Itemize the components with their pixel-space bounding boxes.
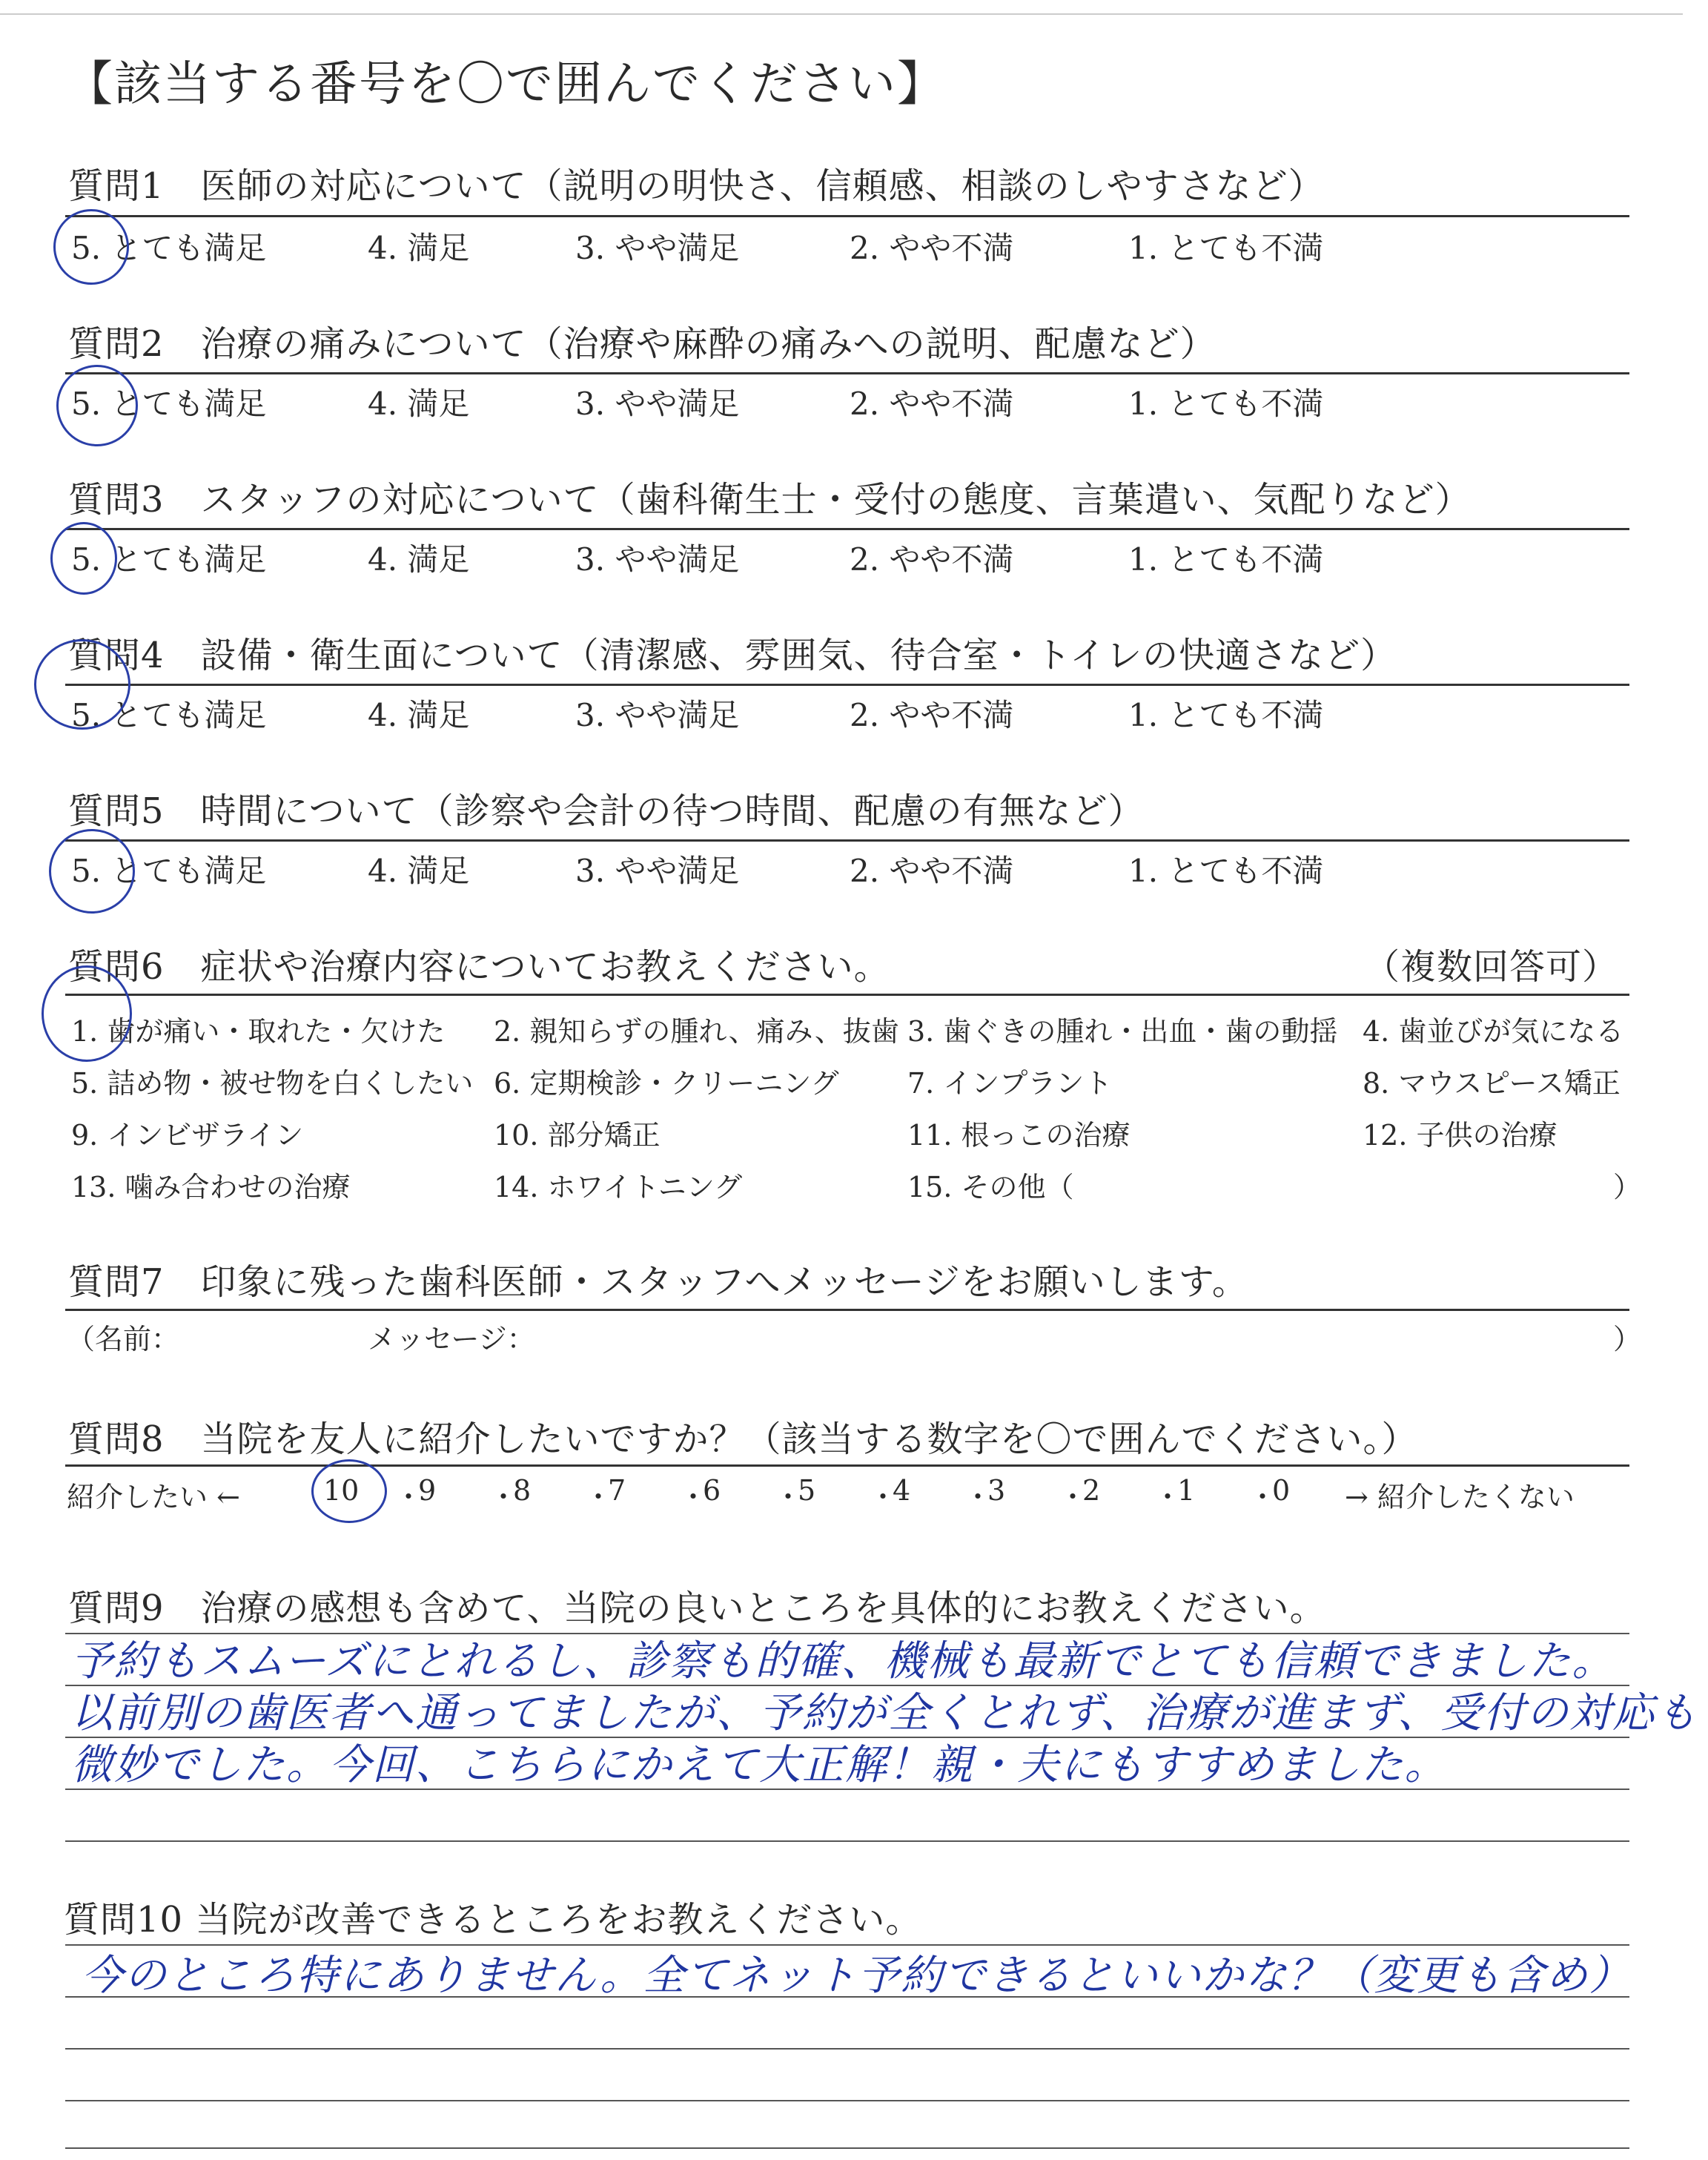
q5-opt-5[interactable]: 5. とても満足: [71, 853, 267, 889]
q1-opt-2[interactable]: 2. やや不満: [850, 230, 1014, 266]
q1-title: 質問1 医師の対応について（説明の明快さ、信頼感、相談のしやすさなど）: [68, 165, 1325, 207]
q2-rule: [65, 372, 1629, 374]
q6-choice-5[interactable]: 5. 詰め物・被せ物を白くしたい: [71, 1067, 474, 1100]
q6-other-close: ）: [1613, 1171, 1642, 1203]
q8-scale-10[interactable]: 10: [323, 1474, 360, 1507]
q7-name-label: （名前：: [67, 1323, 180, 1355]
q8-left-label: 紹介したい ←: [67, 1481, 240, 1513]
q6-choice-1[interactable]: 1. 歯が痛い・取れた・欠けた: [71, 1015, 446, 1048]
q5-opt-2[interactable]: 2. やや不満: [850, 853, 1014, 889]
q7-message-label: メッセージ：: [368, 1323, 535, 1355]
q2-opt-2[interactable]: 2. やや不満: [850, 386, 1014, 422]
q3-opt-5[interactable]: 5. とても満足: [71, 541, 267, 578]
q5-opt-1[interactable]: 1. とても不満: [1128, 853, 1324, 889]
q8-title: 質問8 当院を友人に紹介したいですか？（該当する数字を〇で囲んでください。）: [68, 1418, 1418, 1460]
q10-title: 質問10 当院が改善できるところをお教えください。: [64, 1899, 922, 1941]
q1-opt-3[interactable]: 3. やや満足: [575, 230, 740, 266]
q8-scale-dot: ・: [679, 1481, 708, 1513]
q5-title: 質問5 時間について（診察や会計の待つ時間、配慮の有無など）: [68, 790, 1145, 832]
q2-title: 質問2 治療の痛みについて（治療や麻酔の痛みへの説明、配慮など）: [68, 323, 1217, 365]
q6-choice-4[interactable]: 4. 歯並びが気になる: [1363, 1015, 1624, 1048]
q6-choice-9[interactable]: 9. インビザライン: [71, 1119, 304, 1152]
q8-scale-dot: ・: [774, 1481, 803, 1513]
q7-rule: [65, 1309, 1629, 1311]
q9-line-4: [65, 1840, 1629, 1842]
q3-opt-1[interactable]: 1. とても不満: [1128, 541, 1324, 578]
q1-opt-1[interactable]: 1. とても不満: [1128, 230, 1324, 266]
q6-choice-12[interactable]: 12. 子供の治療: [1363, 1119, 1558, 1152]
q2-opt-3[interactable]: 3. やや満足: [575, 386, 740, 422]
q8-scale-dot: ・: [1248, 1481, 1277, 1513]
q8-scale-dot: ・: [394, 1481, 423, 1513]
q2-opt-4[interactable]: 4. 満足: [368, 386, 470, 422]
q8-scale-2[interactable]: 2: [1082, 1474, 1101, 1507]
q8-scale-8[interactable]: 8: [513, 1474, 532, 1507]
q3-rule: [65, 528, 1629, 530]
q9-answer-line-1: 予約もスムーズにとれるし、診察も的確、機械も最新でとても信頼できました。: [71, 1637, 1615, 1685]
q3-title: 質問3 スタッフの対応について（歯科衛生士・受付の態度、言葉遣い、気配りなど）: [68, 479, 1472, 521]
q4-title: 質問4 設備・衛生面について（清潔感、雰囲気、待合室・トイレの快適さなど）: [68, 635, 1397, 676]
q3-opt-3[interactable]: 3. やや満足: [575, 541, 740, 578]
form-header: 【該当する番号を〇で囲んでください】: [65, 57, 946, 112]
q9-title: 質問9 治療の感想も含めて、当院の良いところを具体的にお教えください。: [68, 1588, 1326, 1629]
q4-opt-4[interactable]: 4. 満足: [368, 697, 470, 733]
q6-choice-6[interactable]: 6. 定期検診・クリーニング: [494, 1067, 839, 1100]
q6-choice-13[interactable]: 13. 噛み合わせの治療: [71, 1171, 351, 1203]
q2-selection-circle: [56, 365, 138, 446]
q4-rule: [65, 684, 1629, 686]
q4-opt-3[interactable]: 3. やや満足: [575, 697, 740, 733]
q1-opt-4[interactable]: 4. 満足: [368, 230, 470, 266]
q8-selection-circle: [311, 1459, 387, 1523]
q8-scale-3[interactable]: 3: [987, 1474, 1006, 1507]
q5-opt-4[interactable]: 4. 満足: [368, 853, 470, 889]
q10-line-2: [65, 2048, 1629, 2050]
q8-scale-1[interactable]: 1: [1177, 1474, 1196, 1507]
q4-selection-circle: [34, 639, 130, 730]
q6-selection-circle: [42, 965, 132, 1062]
q8-scale-dot: ・: [1153, 1481, 1182, 1513]
q6-note: （複数回答可）: [1364, 946, 1619, 988]
q6-choice-10[interactable]: 10. 部分矯正: [494, 1119, 661, 1152]
q6-choice-3[interactable]: 3. 歯ぐきの腫れ・出血・歯の動揺: [907, 1015, 1338, 1048]
q9-answer-line-2: 以前別の歯医者へ通ってましたが、予約が全くとれず、治療が進まず、受付の対応も: [71, 1689, 1699, 1737]
q9-answer-line-3: 微妙でした。今回、こちらにかえて大正解！親・夫にもすすめました。: [71, 1741, 1448, 1789]
q10-answer-line-1: 今のところ特にありません。全てネット予約できるといいかな？（変更も含め）: [82, 1952, 1632, 2000]
q8-scale-6[interactable]: 6: [703, 1474, 721, 1507]
q6-choice-7[interactable]: 7. インプラント: [907, 1067, 1113, 1100]
q6-choice-15[interactable]: 15. その他（: [907, 1171, 1074, 1203]
q1-rule: [65, 215, 1629, 217]
q2-opt-1[interactable]: 1. とても不満: [1128, 386, 1324, 422]
scan-edge: [0, 13, 1683, 15]
q4-opt-2[interactable]: 2. やや不満: [850, 697, 1014, 733]
q8-scale-dot: ・: [489, 1481, 518, 1513]
q3-selection-circle: [50, 522, 117, 595]
q6-choice-8[interactable]: 8. マウスピース矯正: [1363, 1067, 1621, 1100]
q2-opt-5[interactable]: 5. とても満足: [71, 386, 267, 422]
q6-choice-14[interactable]: 14. ホワイトニング: [494, 1171, 743, 1203]
q3-opt-4[interactable]: 4. 満足: [368, 541, 470, 578]
q8-rule: [65, 1464, 1629, 1467]
q8-scale-dot: ・: [1059, 1481, 1088, 1513]
q5-opt-3[interactable]: 3. やや満足: [575, 853, 740, 889]
q8-scale-7[interactable]: 7: [608, 1474, 626, 1507]
q10-line-4: [65, 2147, 1629, 2149]
q10-line-3: [65, 2100, 1629, 2101]
q3-opt-2[interactable]: 2. やや不満: [850, 541, 1014, 578]
q4-opt-5[interactable]: 5. とても満足: [71, 697, 267, 733]
q7-title: 質問7 印象に残った歯科医師・スタッフへメッセージをお願いします。: [68, 1261, 1248, 1303]
q5-selection-circle: [49, 829, 135, 914]
q8-scale-9[interactable]: 9: [418, 1474, 437, 1507]
q8-right-label: → 紹介したくない: [1345, 1481, 1575, 1513]
q6-rule: [65, 994, 1629, 996]
q8-scale-5[interactable]: 5: [798, 1474, 816, 1507]
q1-opt-5[interactable]: 5. とても満足: [71, 230, 267, 266]
q8-scale-dot: ・: [869, 1481, 898, 1513]
q8-scale-dot: ・: [964, 1481, 993, 1513]
q5-rule: [65, 839, 1629, 842]
q7-close: ）: [1613, 1323, 1642, 1355]
q1-selection-circle: [53, 209, 129, 285]
q6-choice-11[interactable]: 11. 根っこの治療: [907, 1119, 1131, 1152]
q8-scale-4[interactable]: 4: [893, 1474, 911, 1507]
q6-choice-2[interactable]: 2. 親知らずの腫れ、痛み、抜歯: [494, 1015, 899, 1048]
q8-scale-dot: ・: [584, 1481, 613, 1513]
q4-opt-1[interactable]: 1. とても不満: [1128, 697, 1324, 733]
q8-scale-0[interactable]: 0: [1272, 1474, 1291, 1507]
q6-title: 質問6 症状や治療内容についてお教えください。: [68, 946, 890, 988]
